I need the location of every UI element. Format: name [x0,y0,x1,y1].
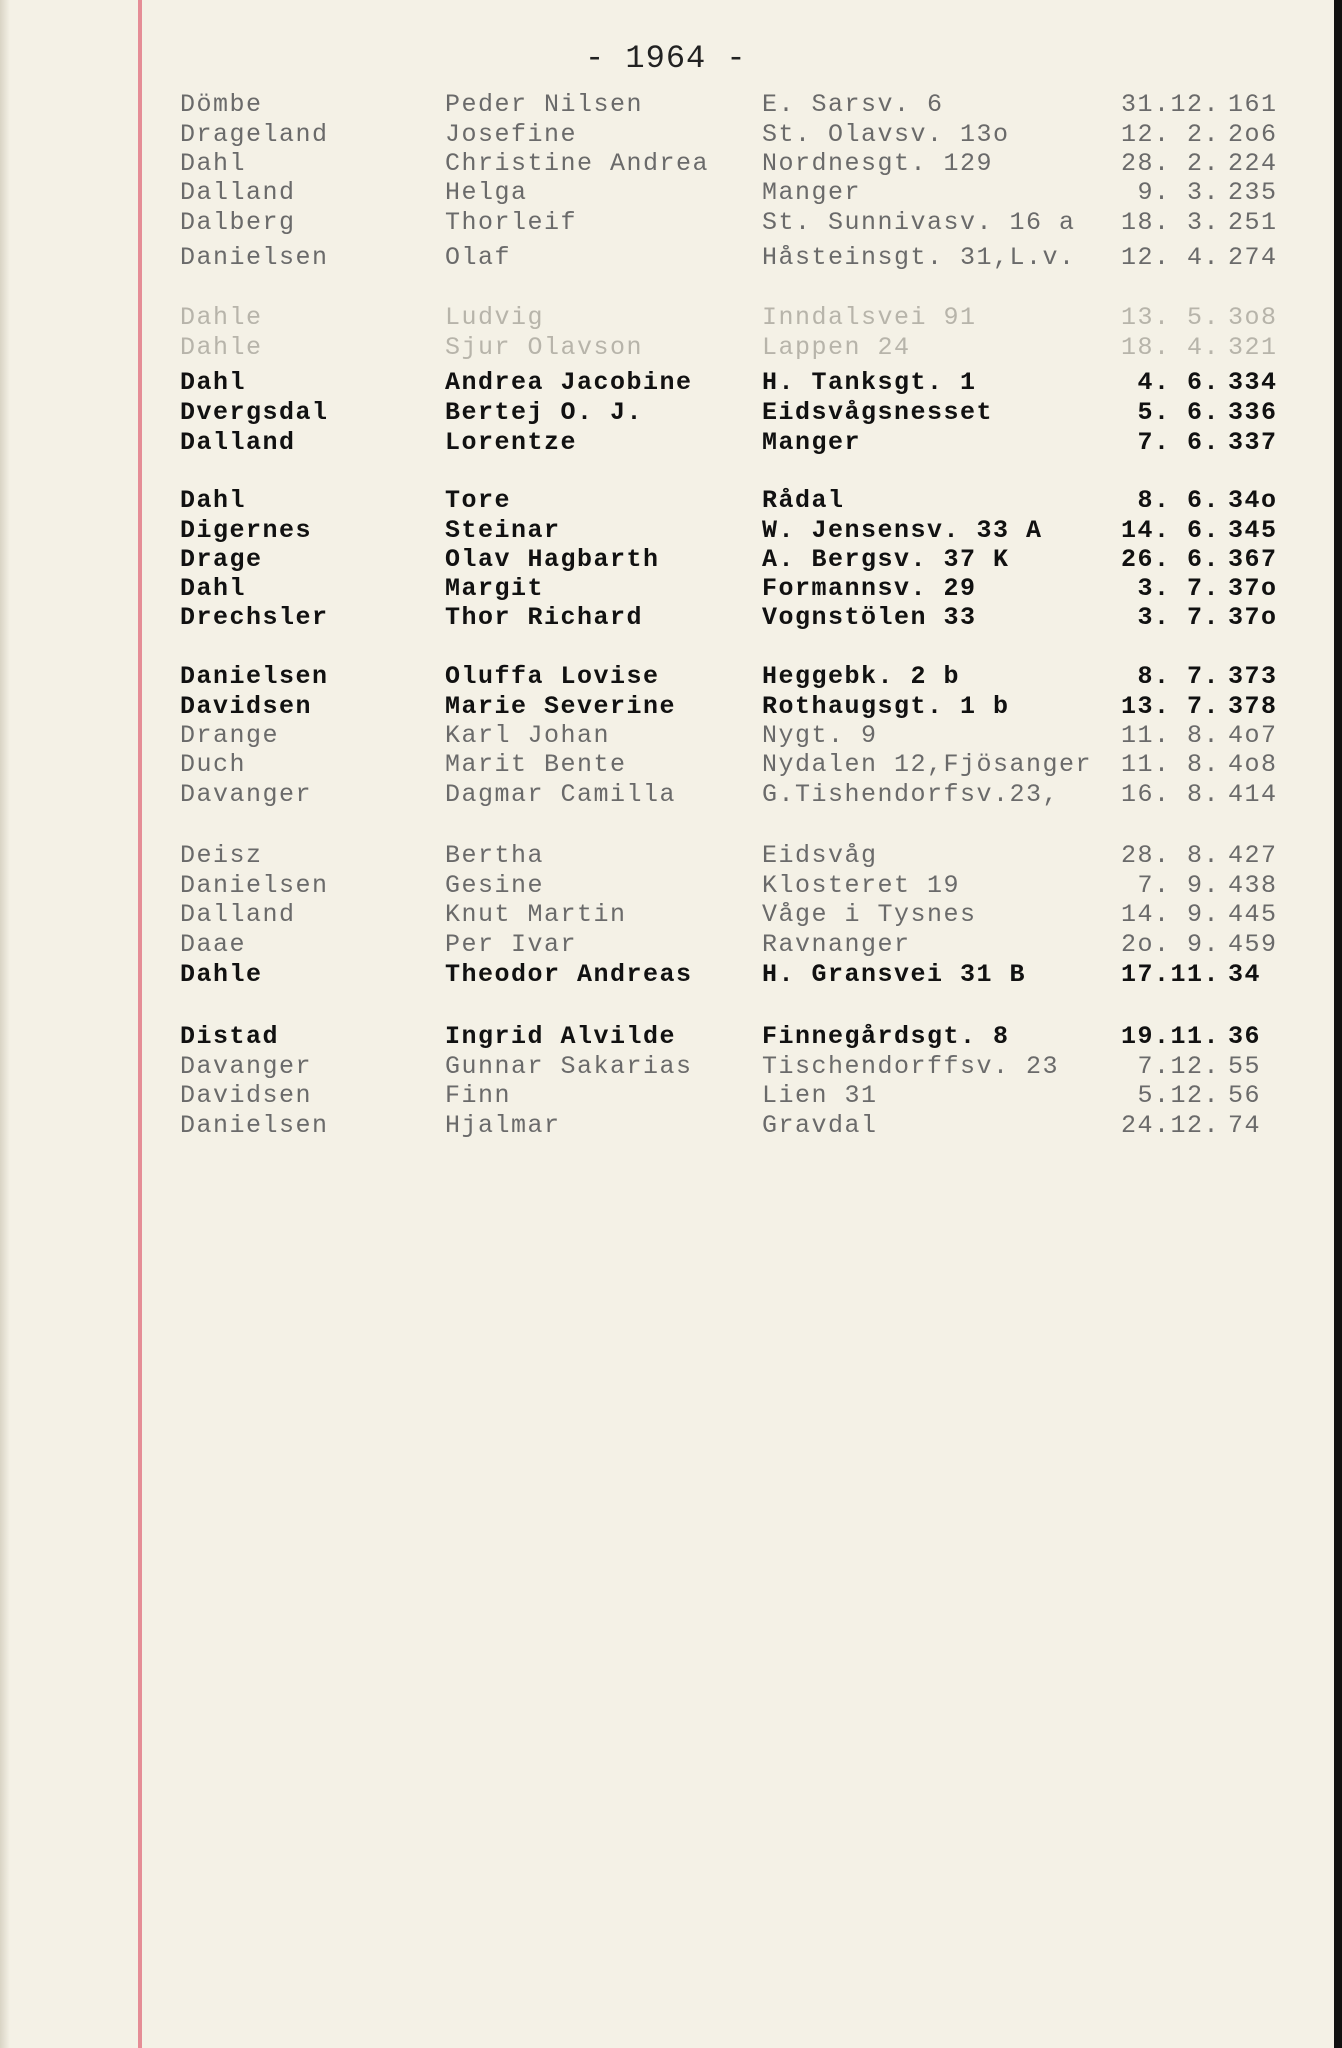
surname-cell: Danielsen [180,243,329,272]
address-cell: W. Jensensv. 33 A [762,516,1043,545]
first-name-cell: Knut Martin [445,900,627,929]
first-name-cell: Ingrid Alvilde [445,1022,677,1051]
register-row [0,780,1330,810]
surname-cell: Dalberg [180,208,296,237]
date-cell: 4. 6. [1137,368,1220,397]
address-cell: Lappen 24 [762,333,911,362]
address-cell: H. Gransvei 31 B [762,960,1027,989]
register-row [0,1022,1330,1052]
date-cell: 5.12. [1137,1081,1220,1110]
entry-number-cell: 4o7 [1228,721,1278,750]
entry-number-cell: 3o8 [1228,303,1278,332]
register-row [0,603,1330,633]
address-cell: Klosteret 19 [762,871,961,900]
address-cell: Lien 31 [762,1081,878,1110]
first-name-cell: Lorentze [445,428,578,457]
surname-cell: Duch [180,750,247,779]
first-name-cell: Bertha [445,841,545,870]
first-name-cell: Helga [445,178,528,207]
first-name-cell: Thor Richard [445,603,644,632]
address-cell: Nydalen 12,Fjösanger [762,750,1093,779]
entry-number-cell: 378 [1228,692,1278,721]
first-name-cell: Ludvig [445,303,545,332]
address-cell: Tischendorffsv. 23 [762,1052,1060,1081]
date-cell: 9. 3. [1137,178,1220,207]
address-cell: A. Bergsv. 37 K [762,545,1010,574]
first-name-cell: Marit Bente [445,750,627,779]
register-row [0,662,1330,692]
register-row [0,871,1330,901]
entry-number-cell: 414 [1228,780,1278,809]
entry-number-cell: 37o [1228,603,1278,632]
register-row [0,178,1330,208]
surname-cell: Dahl [180,574,247,603]
surname-cell: Dahl [180,149,247,178]
register-row [0,120,1330,150]
entry-number-cell: 321 [1228,333,1278,362]
first-name-cell: Peder Nilsen [445,90,644,119]
first-name-cell: Gunnar Sakarias [445,1052,693,1081]
entry-number-cell: 373 [1228,662,1278,691]
first-name-cell: Oluffa Lovise [445,662,660,691]
register-row [0,303,1330,333]
surname-cell: Davidsen [180,1081,313,1110]
date-cell: 11. 8. [1120,721,1220,750]
surname-cell: Davanger [180,1052,313,1081]
date-cell: 28. 8. [1120,841,1220,870]
entry-number-cell: 161 [1228,90,1278,119]
surname-cell: Danielsen [180,662,329,691]
surname-cell: Drechsler [180,603,329,632]
register-row [0,368,1330,398]
entry-number-cell: 367 [1228,545,1278,574]
date-cell: 8. 6. [1137,486,1220,515]
register-row [0,516,1330,546]
address-cell: Rothaugsgt. 1 b [762,692,1010,721]
register-row [0,1052,1330,1082]
register-row [0,398,1330,428]
date-cell: 24.12. [1120,1111,1220,1140]
address-cell: St. Olavsv. 13o [762,120,1010,149]
first-name-cell: Karl Johan [445,721,611,750]
date-cell: 13. 7. [1120,692,1220,721]
first-name-cell: Hjalmar [445,1111,561,1140]
address-cell: Eidsvågsnesset [762,398,994,427]
register-row [0,692,1330,722]
surname-cell: Danielsen [180,871,329,900]
register-row [0,208,1330,238]
date-cell: 12. 2. [1120,120,1220,149]
date-cell: 31.12. [1120,90,1220,119]
entry-number-cell: 224 [1228,149,1278,178]
date-cell: 3. 7. [1137,574,1220,603]
date-cell: 12. 4. [1120,243,1220,272]
entry-number-cell: 337 [1228,428,1278,457]
surname-cell: Dahl [180,368,247,397]
surname-cell: Dalland [180,428,296,457]
entry-number-cell: 334 [1228,368,1278,397]
address-cell: Gravdal [762,1111,878,1140]
address-cell: E. Sarsv. 6 [762,90,944,119]
register-row [0,333,1330,363]
date-cell: 19.11. [1120,1022,1220,1051]
first-name-cell: Margit [445,574,545,603]
address-cell: Rådal [762,486,845,515]
date-cell: 18. 4. [1120,333,1220,362]
surname-cell: Digernes [180,516,313,545]
register-row [0,930,1330,960]
register-row [0,428,1330,458]
entry-number-cell: 36 [1228,1022,1262,1051]
entry-number-cell: 4o8 [1228,750,1278,779]
address-cell: Formannsv. 29 [762,574,977,603]
first-name-cell: Josefine [445,120,578,149]
first-name-cell: Steinar [445,516,561,545]
first-name-cell: Bertej O. J. [445,398,644,427]
date-cell: 14. 6. [1120,516,1220,545]
register-row [0,149,1330,179]
entry-number-cell: 2o6 [1228,120,1278,149]
address-cell: Vognstölen 33 [762,603,977,632]
entry-number-cell: 251 [1228,208,1278,237]
register-row [0,841,1330,871]
first-name-cell: Per Ivar [445,930,578,959]
entry-number-cell: 427 [1228,841,1278,870]
surname-cell: Dömbe [180,90,263,119]
surname-cell: Dahle [180,333,263,362]
address-cell: G.Tishendorfsv.23, [762,780,1060,809]
date-cell: 8. 7. [1137,662,1220,691]
surname-cell: Deisz [180,841,263,870]
first-name-cell: Gesine [445,871,545,900]
first-name-cell: Dagmar Camilla [445,780,677,809]
surname-cell: Drage [180,545,263,574]
address-cell: Eidsvåg [762,841,878,870]
entry-number-cell: 274 [1228,243,1278,272]
surname-cell: Dahle [180,960,263,989]
address-cell: Nygt. 9 [762,721,878,750]
address-cell: H. Tanksgt. 1 [762,368,977,397]
address-cell: Våge i Tysnes [762,900,977,929]
date-cell: 3. 7. [1137,603,1220,632]
address-cell: Manger [762,178,862,207]
first-name-cell: Marie Severine [445,692,677,721]
surname-cell: Distad [180,1022,280,1051]
date-cell: 17.11. [1120,960,1220,989]
address-cell: Håsteinsgt. 31,L.v. [762,243,1076,272]
first-name-cell: Tore [445,486,512,515]
surname-cell: Danielsen [180,1111,329,1140]
surname-cell: Dalland [180,178,296,207]
surname-cell: Davidsen [180,692,313,721]
first-name-cell: Sjur Olavson [445,333,644,362]
register-row [0,750,1330,780]
register-row [0,1111,1330,1141]
address-cell: Ravnanger [762,930,911,959]
entry-number-cell: 37o [1228,574,1278,603]
entry-number-cell: 56 [1228,1081,1262,1110]
address-cell: Heggebk. 2 b [762,662,961,691]
entry-number-cell: 235 [1228,178,1278,207]
first-name-cell: Olav Hagbarth [445,545,660,574]
register-row [0,960,1330,990]
address-cell: Nordnesgt. 129 [762,149,994,178]
date-cell: 16. 8. [1120,780,1220,809]
date-cell: 18. 3. [1120,208,1220,237]
page-right-edge [1334,0,1342,2048]
register-row [0,1081,1330,1111]
register-row [0,574,1330,604]
page-year-header: - 1964 - [585,40,747,77]
entry-number-cell: 55 [1228,1052,1262,1081]
address-cell: Inndalsvei 91 [762,303,977,332]
entry-number-cell: 345 [1228,516,1278,545]
date-cell: 28. 2. [1120,149,1220,178]
surname-cell: Dahle [180,303,263,332]
register-row [0,900,1330,930]
entry-number-cell: 74 [1228,1111,1262,1140]
date-cell: 13. 5. [1120,303,1220,332]
date-cell: 11. 8. [1120,750,1220,779]
date-cell: 26. 6. [1120,545,1220,574]
entry-number-cell: 34 [1228,960,1262,989]
address-cell: St. Sunnivasv. 16 a [762,208,1076,237]
surname-cell: Daae [180,930,247,959]
surname-cell: Davanger [180,780,313,809]
first-name-cell: Andrea Jacobine [445,368,693,397]
date-cell: 2o. 9. [1120,930,1220,959]
address-cell: Manger [762,428,862,457]
date-cell: 5. 6. [1137,398,1220,427]
register-row [0,243,1330,273]
entry-number-cell: 34o [1228,486,1278,515]
entry-number-cell: 459 [1228,930,1278,959]
surname-cell: Dvergsdal [180,398,329,427]
first-name-cell: Thorleif [445,208,578,237]
date-cell: 14. 9. [1120,900,1220,929]
first-name-cell: Finn [445,1081,512,1110]
date-cell: 7.12. [1137,1052,1220,1081]
date-cell: 7. 9. [1137,871,1220,900]
surname-cell: Dalland [180,900,296,929]
date-cell: 7. 6. [1137,428,1220,457]
surname-cell: Dahl [180,486,247,515]
entry-number-cell: 445 [1228,900,1278,929]
register-row [0,90,1330,120]
register-row [0,486,1330,516]
first-name-cell: Olaf [445,243,512,272]
entry-number-cell: 336 [1228,398,1278,427]
register-row [0,721,1330,751]
first-name-cell: Christine Andrea [445,149,710,178]
first-name-cell: Theodor Andreas [445,960,693,989]
entry-number-cell: 438 [1228,871,1278,900]
surname-cell: Drageland [180,120,329,149]
register-row [0,545,1330,575]
surname-cell: Drange [180,721,280,750]
address-cell: Finnegårdsgt. 8 [762,1022,1010,1051]
